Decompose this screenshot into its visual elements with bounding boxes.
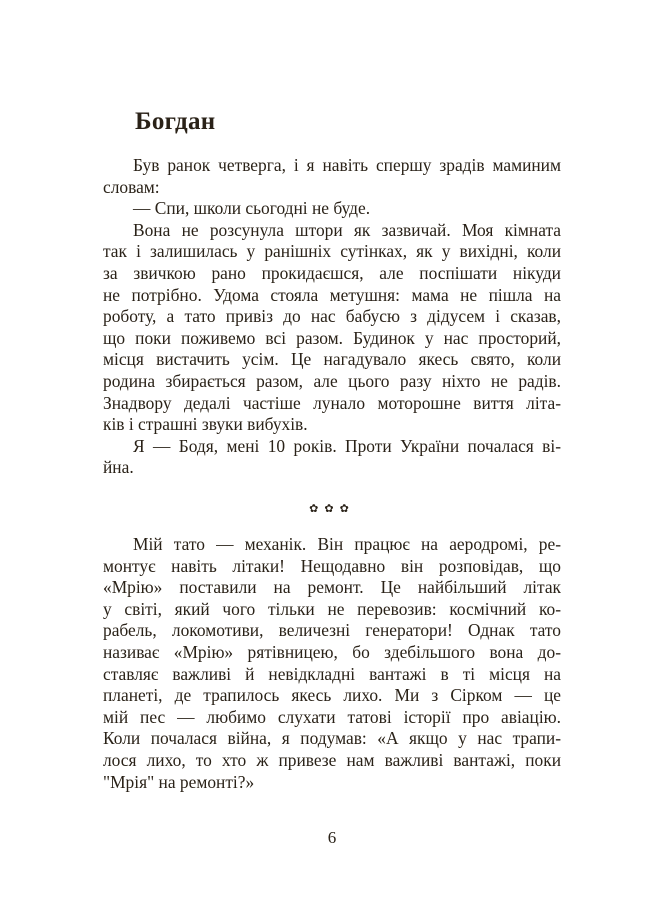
- text-line: Я — Бодя, мені 10 років. Проти України почалася ві-: [133, 435, 561, 456]
- text-line: Вона не розсунула штори як зазвичай. Моя кімната: [133, 219, 561, 240]
- text-line: не потрібно. Удома стояла метушня: мама не пішла на: [103, 284, 561, 305]
- text-line: так і залишилась у ранішніх сутінках, як у вихідні, коли: [103, 241, 561, 262]
- chapter-title: Богдан: [135, 108, 216, 135]
- text-line: родина збирається разом, але цього разу ніхто не радів.: [103, 370, 561, 391]
- text-line: "Мрія" на ремонті?»: [103, 771, 255, 792]
- text-line: Коли почалася війна, я подумав: «А якщо у нас трапи-: [103, 728, 561, 749]
- text-line: планеті, де трапилось якесь лихо. Ми з Сірком — це: [103, 685, 561, 706]
- text-line: Був ранок четверга, і я навіть спершу зрадів маминим: [133, 155, 561, 175]
- text-line: що поки поживемо всі разом. Будинок у нас просторий,: [103, 327, 561, 348]
- text-line: лося лихо, то хто ж привезе нам важливі вантажі, поки: [103, 749, 561, 770]
- text-line: Мій тато — механік. Він працює на аеродромі, ре-: [133, 534, 561, 554]
- text-line: називає «Мрію» рятівницею, бо здебільшого вона до-: [103, 641, 561, 662]
- text-line: «Мрію» поставили на ремонт. Це найбільший літак: [103, 577, 561, 598]
- page-number: 6: [327, 828, 337, 847]
- section-2: [103, 534, 561, 793]
- text-line: роботу, а тато привіз до нас бабусю з дідусем і сказав,: [103, 306, 561, 327]
- section-1: [103, 155, 561, 479]
- text-line: — Спи, школи сьогодні не буде.: [133, 198, 371, 219]
- ornament-stars-icon: ✿✿✿: [309, 502, 355, 515]
- text-line: місця вистачить усім. Це нагадувало якесь свято, коли: [103, 349, 561, 370]
- text-line: у світі, який чого тільки не перевозив: космічний ко-: [103, 598, 561, 619]
- text-line: Знадвору дедалі частіше лунало моторошне виття літа-: [103, 392, 561, 413]
- text-line: словам:: [103, 176, 160, 197]
- text-line: ків і страшні звуки вибухів.: [103, 414, 308, 435]
- text-line: йна.: [103, 457, 134, 478]
- text-line: за звичкою рано прокидаєшся, але поспішати нікуди: [103, 262, 561, 283]
- text-line: монтує навіть літаки! Нещодавно він розповідав, що: [103, 555, 561, 576]
- text-line: мій пес — любимо слухати татові історії про авіацію.: [103, 706, 561, 727]
- text-line: ставляє важливі й невідкладні вантажі в ті місця на: [103, 663, 561, 684]
- text-line: рабель, локомотиви, величезні генератори! Однак тато: [103, 620, 561, 641]
